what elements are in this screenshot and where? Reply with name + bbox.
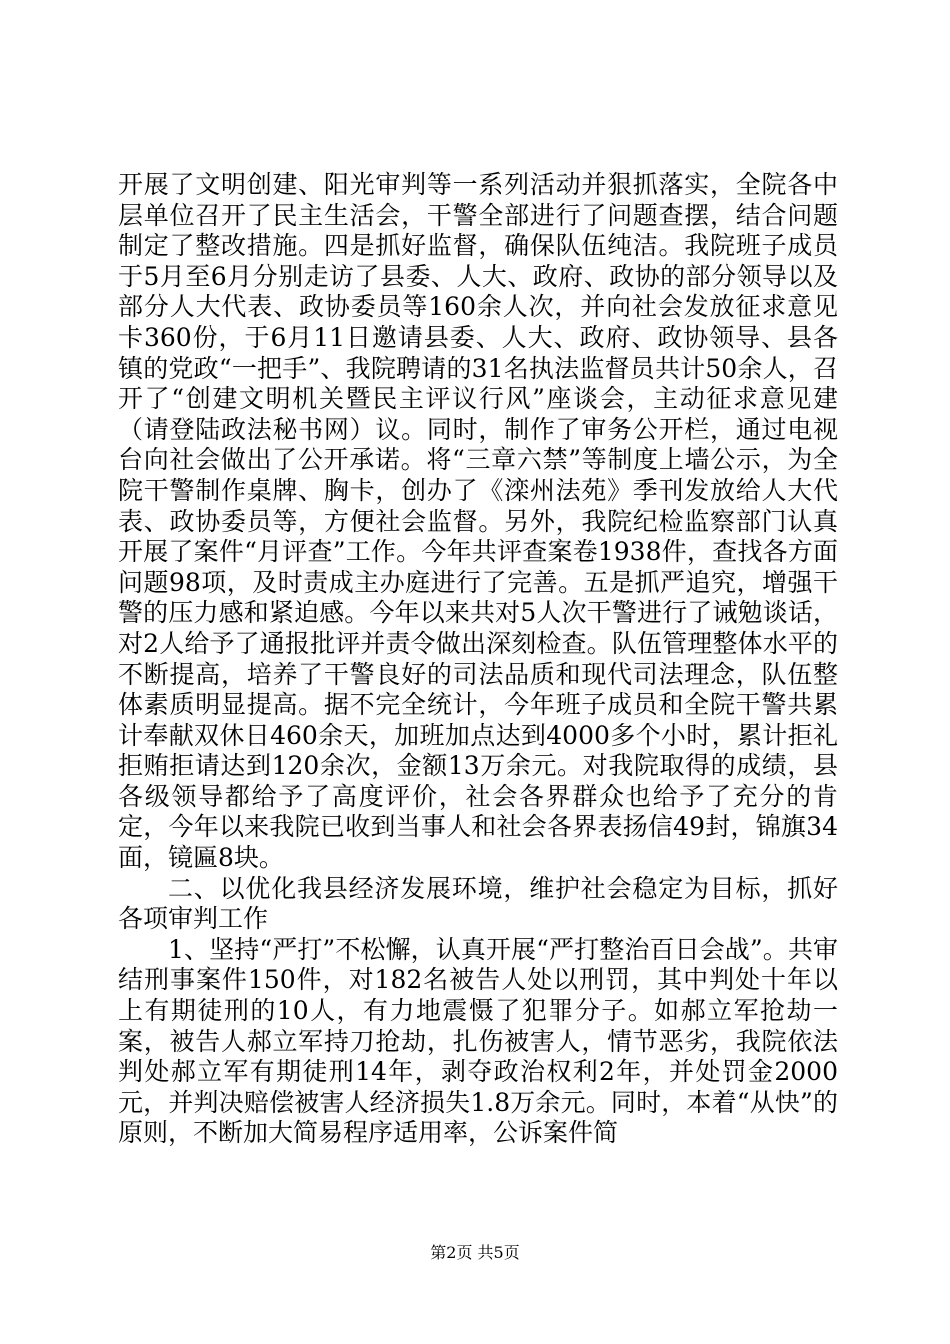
page-number: 第2页 共5页: [430, 1243, 520, 1262]
section-heading-2: 二、以优化我县经济发展环境，维护社会稳定为目标，抓好各项审判工作: [118, 873, 838, 934]
paragraph-continuation: 开展了文明创建、阳光审判等一系列活动并狠抓落实，全院各中层单位召开了民主生活会，干警全部进行了问题查摆，结合问题制定了整改措施。四是抓好监督，确保队伍纯洁。我院班子成员于5月至6月分别走访了县委、人大、政府、政协的部分领导以及部分人大代表、政协委员等160余人次，并向社会发放征求意见卡360份，于6月11日邀请县委、人大、政府、政协领导、县各镇的党政“一把手”、我院聘请的31名执法监督员共计50余人，召开了“创建文明机关暨民主评议行风”座谈会，主动征求意见建（请登陆政法秘书网）议。同时，制作了审务公开栏，通过电视台向社会做出了公开承诺。将“三章六禁”等制度上墙公示，为全院干警制作桌牌、胸卡，创办了《滦州法苑》季刊发放给人大代表、政协委员等，方便社会监督。另外，我院纪检监察部门认真开展了案件“月评查”工作。今年共评查案卷1938件，查找各方面问题98项，及时责成主办庭进行了完善。五是抓严追究，增强干警的压力感和紧迫感。今年以来共对5人次干警进行了诫勉谈话，对2人给予了通报批评并责令做出深刻检查。队伍管理整体水平的不断提高，培养了干警良好的司法品质和现代司法理念，队伍整体素质明显提高。据不完全统计，今年班子成员和全院干警共累计奉献双休日460余天，加班加点达到4000多个小时，累计拒礼拒贿拒请达到120余次，金额13万余元。对我院取得的成绩，县各级领导都给予了高度评价，社会各界群众也给予了充分的肯定，今年以来我院已收到当事人和社会各界表扬信49封，锦旗34面，镜匾8块。: [118, 170, 838, 873]
paragraph-strike-hard: 1、坚持“严打”不松懈，认真开展“严打整治百日会战”。共审结刑事案件150件，对182名被告人处以刑罚，其中判处十年以上有期徒刑的10人，有力地震慑了犯罪分子。如郝立军抢劫一案，被告人郝立军持刀抢劫，扎伤被害人，情节恶劣，我院依法判处郝立军有期徒刑14年，剥夺政治权利2年，并处罚金2000元，并判决赔偿被害人经济损失1.8万余元。同时，本着“从快”的原则，不断加大简易程序适用率，公诉案件简: [118, 934, 838, 1148]
document-body: [118, 170, 838, 1149]
